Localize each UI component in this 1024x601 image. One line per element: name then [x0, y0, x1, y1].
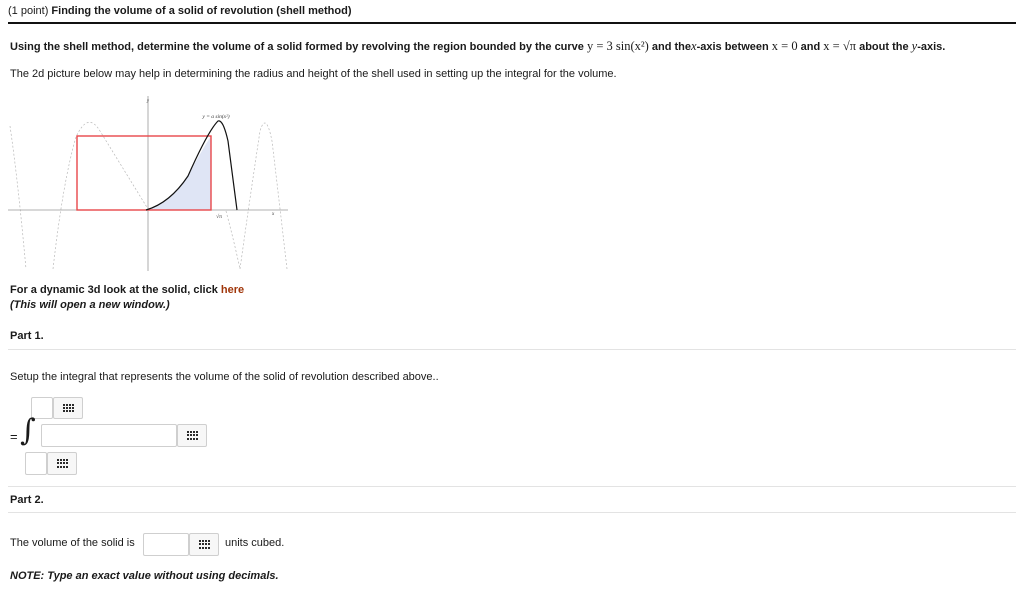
integral-sign: ∫: [20, 413, 36, 448]
part1-title: Part 1.: [10, 330, 44, 342]
part-separator: [8, 486, 1016, 487]
part1-instruction: Setup the integral that represents the volume of the solid of revolution described above..: [10, 371, 439, 383]
y-variable: y: [911, 39, 918, 53]
here-link[interactable]: here: [220, 284, 245, 296]
integrand-input[interactable]: [41, 424, 177, 447]
statement-text: and: [800, 41, 821, 53]
statement-text: -axis between: [696, 41, 769, 53]
curve-equation: y = 3 sin(x²): [586, 39, 649, 53]
keypad-icon: [57, 459, 68, 468]
points-label: (1 point): [8, 5, 49, 17]
statement-text: and the: [651, 41, 692, 53]
units-label: units cubed.: [225, 537, 285, 549]
x-variable: x: [691, 39, 697, 53]
equals-sign: =: [10, 429, 18, 444]
root-label: √π: [216, 214, 222, 220]
problem-title: Finding the volume of a solid of revolution (shell method): [51, 5, 352, 17]
integrand-keypad-button[interactable]: [177, 424, 207, 447]
dynamic-3d-section: [10, 283, 244, 313]
lower-bound: x = 0: [771, 39, 798, 53]
statement-text: about the: [859, 41, 909, 53]
part2-divider: [8, 512, 1016, 513]
y-axis-label: y: [146, 99, 150, 104]
x-axis-label: x: [272, 212, 275, 217]
exact-value-note: NOTE: Type an exact value without using decimals.: [10, 570, 279, 582]
lower-limit-keypad-button[interactable]: [47, 452, 77, 475]
statement-text: -axis.: [917, 41, 946, 53]
problem-header: [8, 4, 1016, 24]
keypad-icon: [63, 404, 74, 413]
statement-text: Using the shell method, determine the volume of a solid formed by revolving the region bounded by the curve: [10, 41, 584, 53]
upper-bound: x = √π: [823, 39, 857, 53]
part2-title: Part 2.: [10, 494, 44, 506]
volume-keypad-button[interactable]: [189, 533, 219, 556]
volume-input[interactable]: [143, 533, 189, 556]
keypad-icon: [199, 540, 210, 549]
volume-label: The volume of the solid is: [10, 537, 135, 549]
part1-divider: [8, 349, 1016, 350]
hint-text: The 2d picture below may help in determining the radius and height of the shell used in setting up the integral for the volume.: [10, 68, 617, 80]
problem-statement: [10, 38, 945, 55]
lower-limit-input[interactable]: [25, 452, 47, 475]
curve-label: y = a sin(x²): [202, 114, 230, 120]
dynamic-text: For a dynamic 3d look at the solid, click: [10, 284, 218, 296]
keypad-icon: [187, 431, 198, 440]
diagram-svg: [8, 91, 288, 271]
new-window-note: (This will open a new window.): [10, 299, 170, 311]
upper-limit-keypad-button[interactable]: [53, 397, 83, 419]
shell-diagram: [8, 91, 288, 271]
